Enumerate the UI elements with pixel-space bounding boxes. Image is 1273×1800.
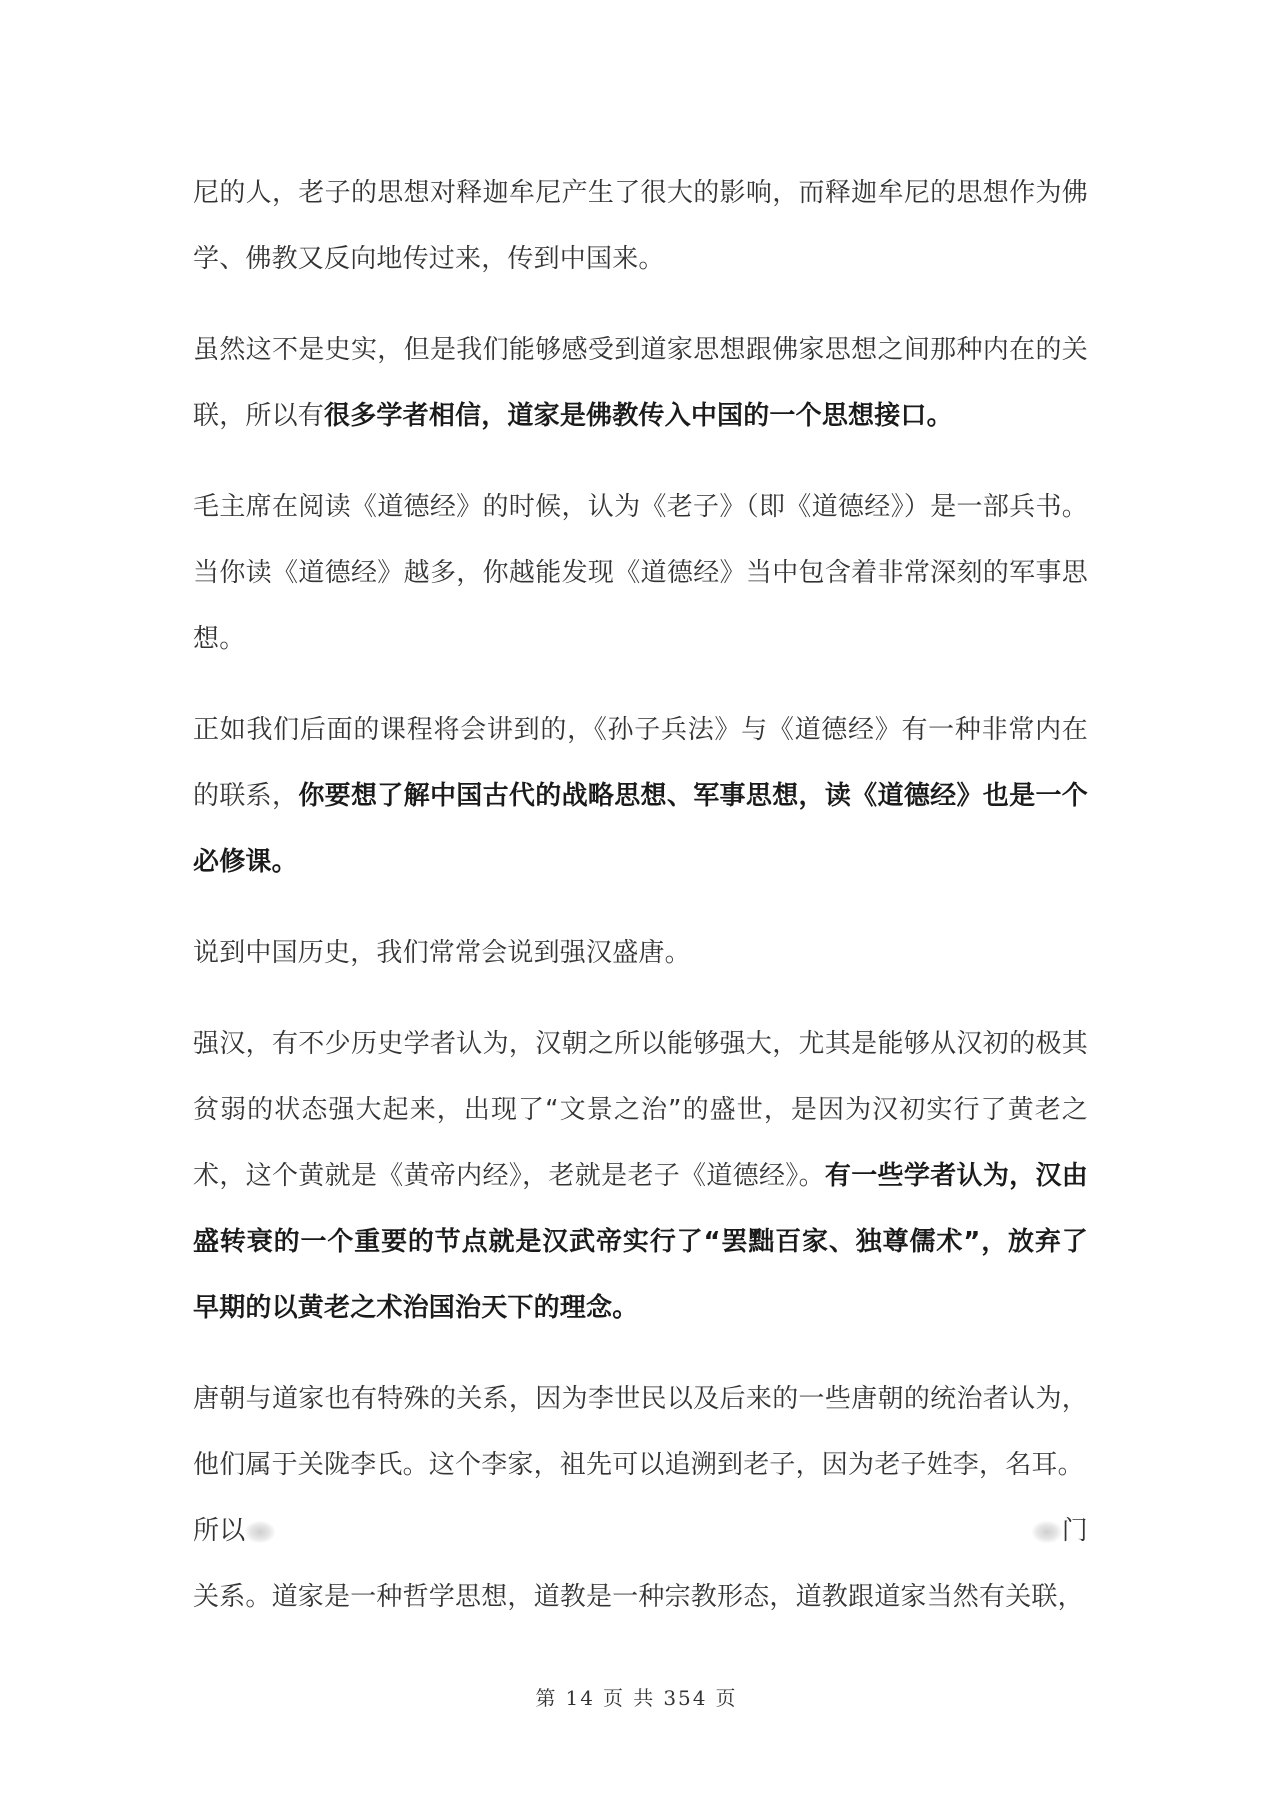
redaction-blur-mark <box>1032 1521 1062 1543</box>
footer-suffix: 页 <box>715 1686 738 1710</box>
paragraph <box>193 697 1088 895</box>
body-text: 虽然这不是史实，但是我们能够感受到道家思想跟佛家思想之间那种内在的关联，所以有 <box>193 335 1088 431</box>
redacted-line-right-fragment: 门 <box>1032 1498 1088 1564</box>
paragraph <box>193 920 1088 986</box>
body-text: 强汉，有不少历史学者认为，汉朝之所以能够强大，尤其是能够从汉初的极其贫弱的状态强大起来，出现了“文景之治”的盛世，是因为汉初实行了黄老之术，这个黄就是《黄帝内经》，老就是老子《道德经》。 <box>193 1029 1088 1191</box>
emphasized-text: 很多学者相信，道家是佛教传入中国的一个思想接口。 <box>324 401 953 431</box>
footer-prefix: 第 <box>535 1686 558 1710</box>
trailing-line: 关系。道家是一种哲学思想，道教是一种宗教形态，道教跟道家当然有关联， <box>193 1582 1084 1612</box>
paragraph <box>193 317 1088 449</box>
emphasized-text: 你要想了解中国古代的战略思想、军事思想，读《道德经》也是一个必修课。 <box>193 781 1088 877</box>
document-body <box>193 160 1088 1630</box>
body-text: 正如我们后面的课程将会讲到的，《孙子兵法》与《道德经》有一种非常内在的联系， <box>193 715 1088 811</box>
emphasized-text: 有一些学者认为，汉由盛转衰的一个重要的节点就是汉武帝实行了“罢黜百家、独尊儒术”，放弃了早期的以黄老之术治国治天下的理念。 <box>193 1161 1088 1323</box>
total-page-count: 354 <box>663 1686 708 1710</box>
redaction-blur-mark <box>245 1521 275 1543</box>
page-footer <box>0 1682 1273 1711</box>
body-text: 毛主席在阅读《道德经》的时候，认为《老子》（即《道德经》）是一部兵书。当你读《道德经》越多，你越能发现《道德经》当中包含着非常深刻的军事思想。 <box>193 492 1088 654</box>
paragraph <box>193 474 1088 672</box>
partially-redacted-line <box>193 1498 1088 1564</box>
paragraph <box>193 1366 1088 1498</box>
paragraph-list <box>193 160 1088 1498</box>
current-page-number: 14 <box>565 1686 595 1710</box>
body-text: 尼的人，老子的思想对释迦牟尼产生了很大的影响，而释迦牟尼的思想作为佛学、佛教又反向地传过来，传到中国来。 <box>193 178 1088 274</box>
footer-middle: 页 共 <box>602 1686 656 1710</box>
paragraph <box>193 1011 1088 1341</box>
redacted-line-left-fragment: 所以 <box>193 1498 275 1564</box>
body-text: 唐朝与道家也有特殊的关系，因为李世民以及后来的一些唐朝的统治者认为，他们属于关陇李氏。这个李家，祖先可以追溯到老子，因为老子姓李，名耳。 <box>193 1384 1088 1480</box>
paragraph <box>193 160 1088 292</box>
body-text: 说到中国历史，我们常常会说到强汉盛唐。 <box>193 938 691 968</box>
